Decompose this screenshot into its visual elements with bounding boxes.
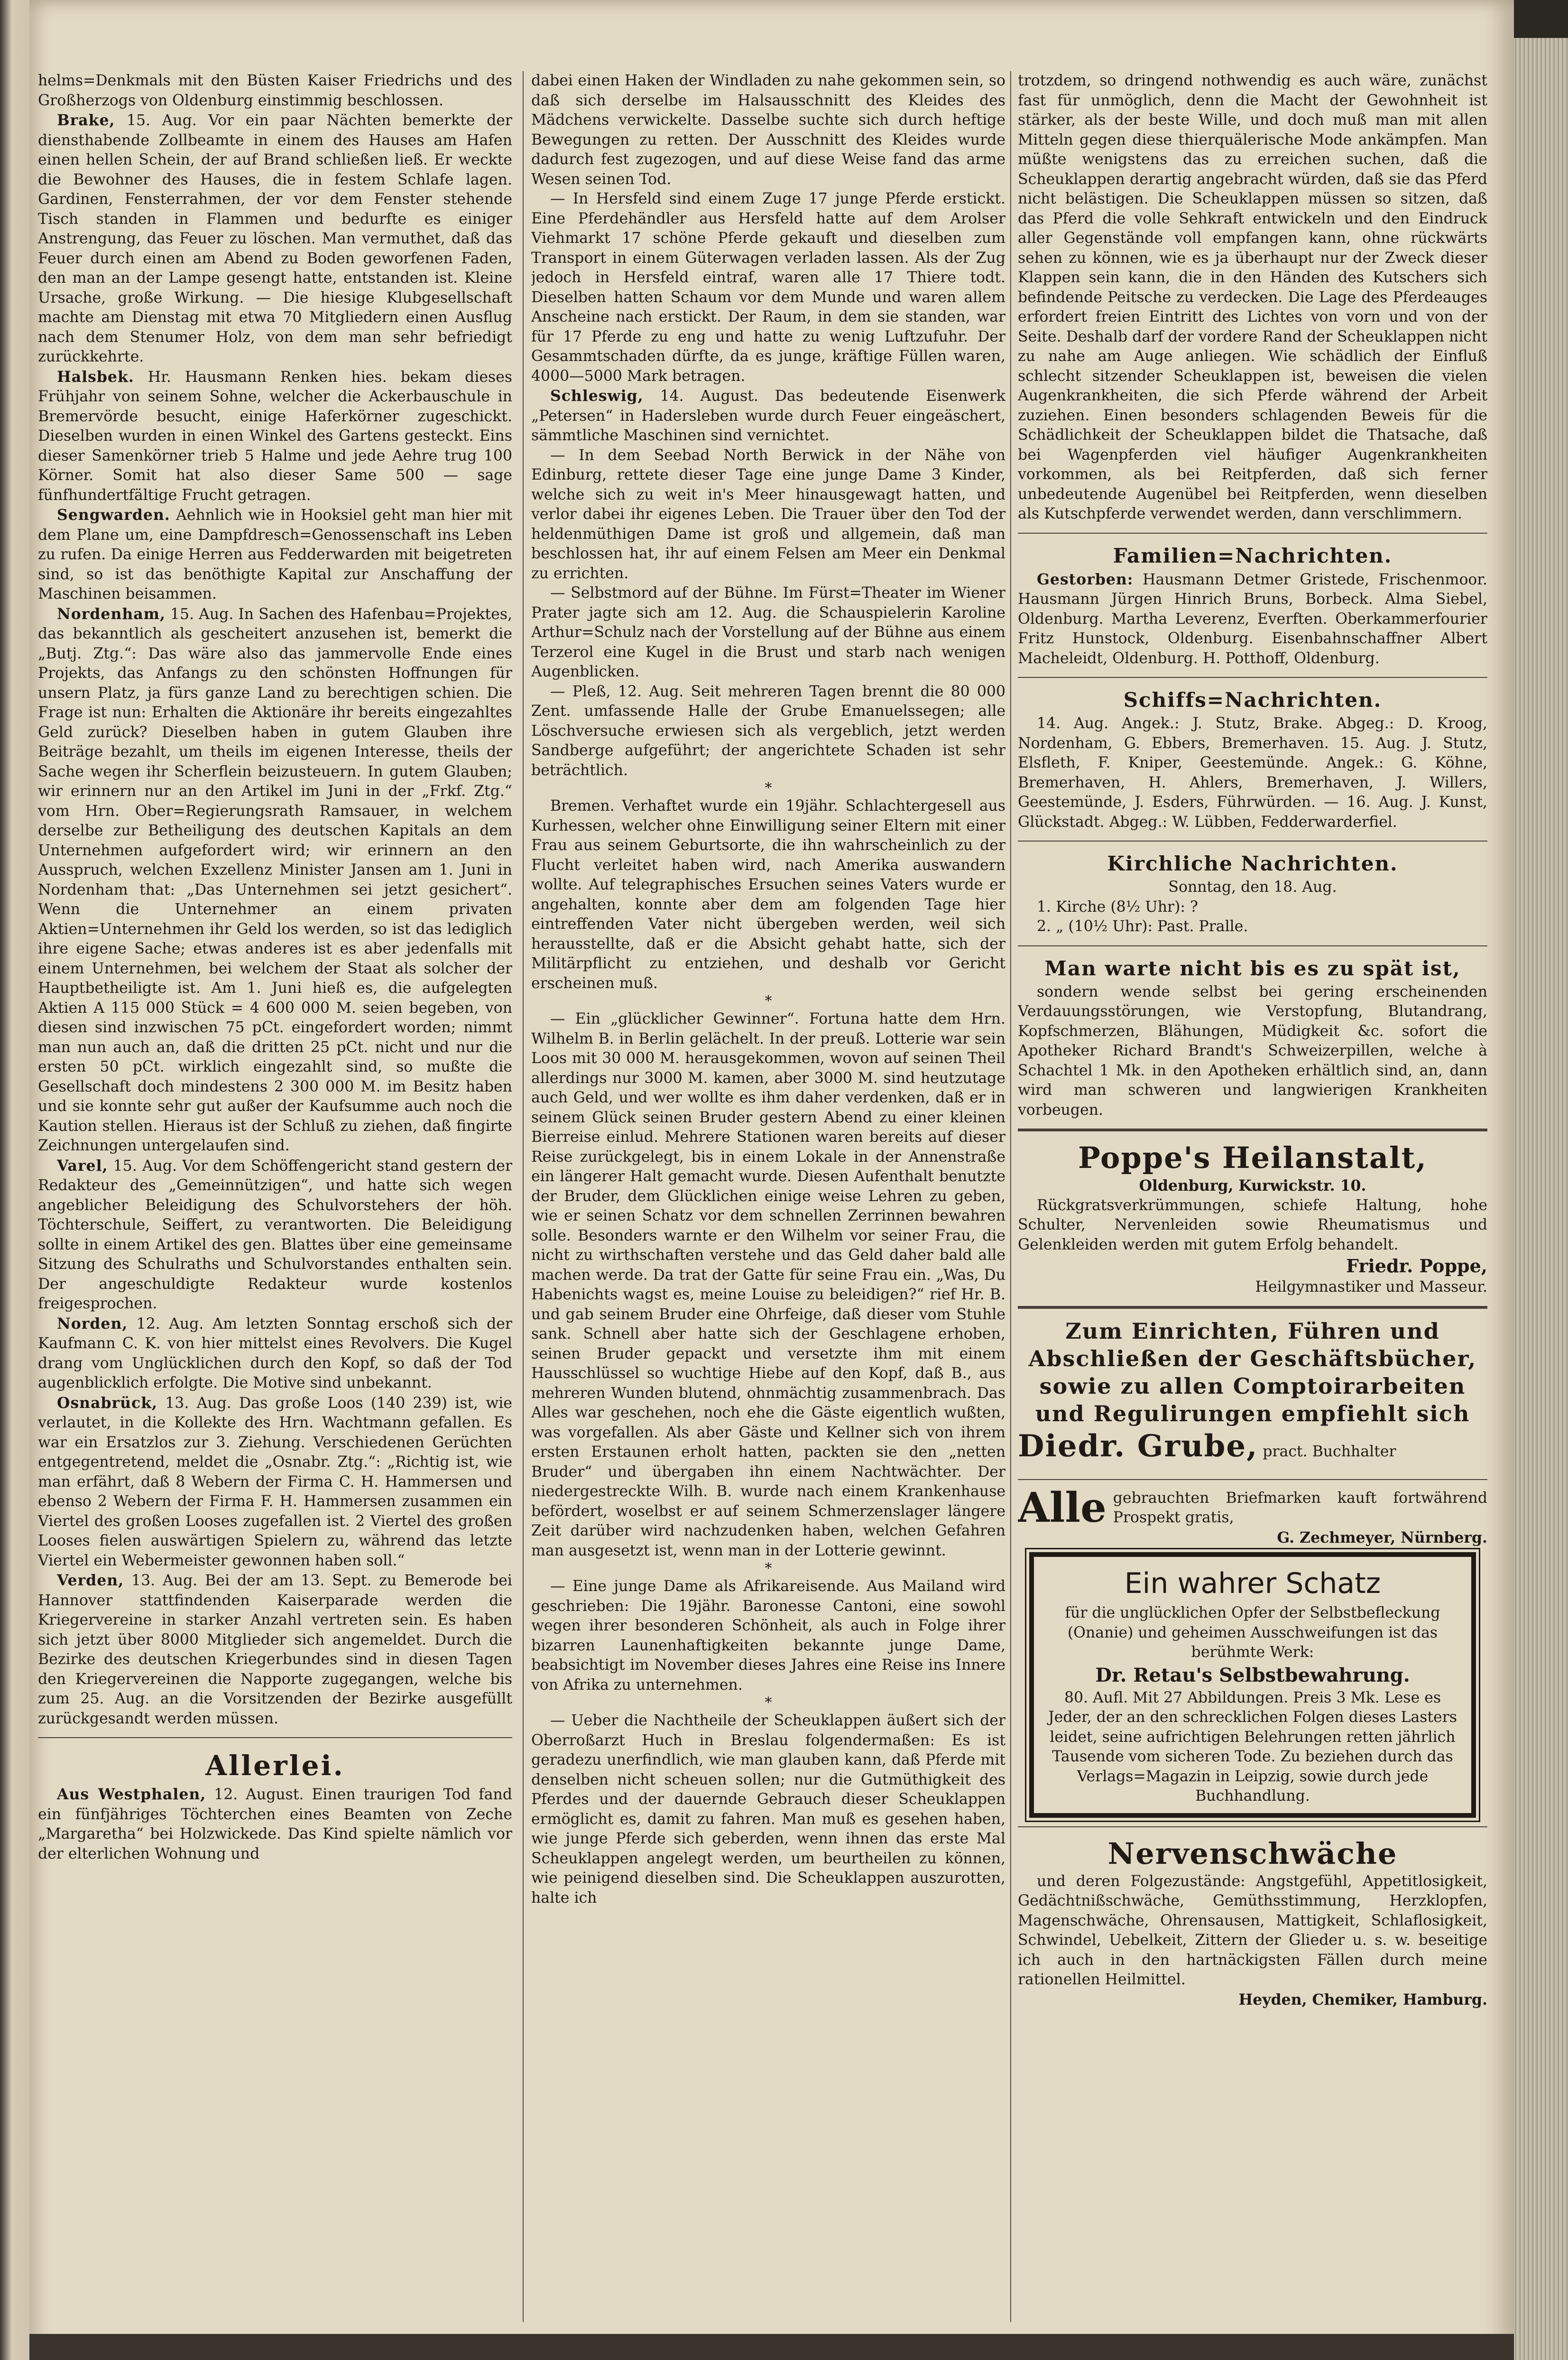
article-bremen: Bremen. Verhaftet wurde ein 19jähr. Schlachtergesell aus Kurhessen, welcher ohne Einwilligung seiner Eltern mit einer Frau aus seinem Geburtsorte, die ihn wahrscheinlich zu der Flucht verleitet haben wird, nach Amerika auswandern wollte. Auf telegraphisches Ersuchen seines Vaters wurde er angehalten, konnte aber dem am folgenden Tage hier eintreffenden Vater nicht übergeben werden, weil sich herausstellte, daß er die Absicht gehabt hatte, sich der Militärpflicht zu entziehen, und deshalb vor Gericht erscheinen muß.	[531, 797, 1005, 992]
ad-grube-name: Diedr. Grube,	[1018, 1428, 1258, 1464]
article-north-berwick: — In dem Seebad North Berwick in der Nähe von Edinburg, rettete dieser Tage eine junge Dame 3 Kinder, welche sich zu weit in's Meer hinausgewagt hatten, und verlor dabei ihr eigenes Leben. Die Trauer über den Tod der heldenmüthigen Dame ist groß und allgemein, daß man beschlossen hat, ihr auf einem Felsen am Meer ein Denkmal zu errichten.	[531, 446, 1005, 582]
dateline: Schleswig,	[550, 387, 644, 405]
dateline: Verden,	[57, 1572, 124, 1589]
section-divider	[1018, 841, 1487, 842]
ad-poppe-role: Heilgymnastiker und Masseur.	[1255, 1278, 1487, 1296]
ad-nerven-text: und deren Folgezustände: Angstgefühl, Appetitlosigkeit, Gedächtnißschwäche, Gemüthsstimmung, Herzklopfen, Magenschwäche, Ohrensausen, Mattigkeit, Schlaflosigkeit, Schwindel, Uebelkeit, Zittern der Glieder u. s. w. beseitige ich auch in den hartnäckigsten Fällen durch meine rationellen Heilmittel.	[1018, 1872, 1487, 1988]
ad-divider	[1018, 1306, 1487, 1309]
article-afrikareisende: — Eine junge Dame als Afrikareisende. Aus Mailand wird geschrieben: Die 19jähr. Baronesse Cantoni, eine sowohl wegen ihrer besonderen Schönheit, als auch in Folge ihrer bizarren Launenhaftigkeiten bekannte junge Dame, beabsichtigt im November dieses Jahres eine Reise ins Innere von Afrika zu unternehmen.	[531, 1578, 1005, 1694]
ad-alle-text: gebrauchten Briefmarken kauft fortwährend Prospekt gratis,	[1113, 1489, 1487, 1526]
ship-notices: 14. Aug. Angek.: J. Stutz, Brake. Abgeg.: D. Kroog, Nordenham, G. Ebbers, Bremerhaven. 15. Aug. J. Stutz, Elsfleth, F. Kniper, Geestemünde. Angek.: G. Köhne, Bremerhaven, H. Ahlers, Bremerhaven, J. Willers, Geestemünde, J. Esders, Führwürden. — 16. Aug. J. Kunst, Glückstadt. Abgeg.: W. Lübben, Fedderwarderfiel.	[1018, 715, 1487, 831]
column-3	[1018, 71, 1487, 2322]
church-date: Sonntag, den 18. Aug.	[1168, 879, 1337, 896]
section-title-schiffs: Schiffs=Nachrichten.	[1123, 688, 1382, 712]
ad-poppe-location: Oldenburg, Kurwickstr. 10.	[1139, 1177, 1366, 1194]
article-brake	[38, 111, 512, 367]
family-notices-text: Hausmann Detmer Gristede, Frischenmoor. Hausmann Jürgen Hinrich Bruns, Borbeck. Alma Siebel, Oldenburg. Martha Leverenz, Everften. Oberkammerfourier Fritz Hunstock, Oldenburg. Eisenbahnschaffner Albert Macheleidt, Oldenburg. H. Potthoff, Oldenburg.	[1018, 571, 1487, 667]
column-2	[531, 71, 1005, 2322]
previous-page-edge	[0, 0, 29, 2360]
ad-divider	[1018, 1826, 1487, 1827]
ad-poppe-text: Rückgratsverkrümmungen, schiefe Haltung, hohe Schulter, Nervenleiden sowie Rheumatismus und Gelenkleiden werden mit gutem Erfolg behandelt.	[1018, 1196, 1487, 1253]
article-scheuklappen-continuation: trotzdem, so dringend nothwendig es auch wäre, zunächst fast für unmöglich, denn die Macht der Gewohnheit ist stärker, als der beste Wille, und doch muß man mit allen Mitteln gegen diese thierquälerische Mode ankämpfen. Man müßte wenigstens das zu erreichen suchen, daß die Scheuklappen derartig angebracht würden, daß sie das Pferd nicht belästigen. Die Scheuklappen müssen so sitzen, daß das Pferd die volle Sehkraft entwickeln und den Eindruck aller Gegenstände voll empfangen kann, ohne rückwärts sehen zu können, wie es ja überhaupt nur der Zweck dieser Klappen sein kann, die in den Händen des Kutschers sich befindende Peitsche zu verdecken. Die Lage des Pferdeauges erfordert freien Eintritt des Lichtes von vorn und von der Seite. Deshalb darf der vordere Rand der Scheuklappen nicht zu nahe am Auge anliegen. Wie schädlich der Einfluß schlecht sitzender Scheuklappen ist, beweisen die vielen Augenkrankheiten, die sich Pferde während der Arbeit zuziehen. Einen besonders schlagenden Beweis für die Schädlichkeit der Scheuklappen bildet die Thatsache, daß bei Wagenpferden viel häufiger Augenkrankheiten vorkommen, als bei Reitpferden, daß sich ferner unbedeutende Augenübel bei Reitpferden, wenn dieselben als Kutschpferde verwendet werden, dann verschlimmern.	[1018, 72, 1487, 522]
article-nordenham	[38, 604, 512, 1156]
article-schleswig	[531, 386, 1005, 446]
separator-star: *	[765, 1560, 772, 1577]
column-rule	[1010, 71, 1011, 2322]
separator-star: *	[765, 993, 772, 1009]
dateline: Nordenham,	[57, 605, 166, 623]
ad-schatz-book-title: Dr. Retau's Selbstbewahrung.	[1095, 1664, 1410, 1686]
ad-grube-line-1: Zum Einrichten, Führen und	[1065, 1318, 1440, 1344]
section-title-familien: Familien=Nachrichten.	[1113, 544, 1393, 567]
ad-schatz-text-2: 80. Aufl. Mit 27 Abbildungen. Preis 3 Mk. Lese es Jeder, der an den schrecklichen Folgen dieses Lasters leidet, seine aufrichtigen Belehrungen retten jährlich Tausende vom sicheren Tode. Zu beziehen durch das Verlags=Magazin in Leipzig, sowie durch jede Buchhandlung.	[1048, 1689, 1457, 1805]
section-divider	[1018, 677, 1487, 678]
newspaper-page	[29, 0, 1514, 2360]
page-bottom-shadow	[29, 2334, 1514, 2360]
ad-alle-big-word: Alle	[1018, 1488, 1107, 1532]
church-service-2: 2. „ (10½ Uhr): Past. Pralle.	[1037, 918, 1248, 935]
article-text: 13. Aug. Bei der am 13. Sept. zu Bemerode bei Hannover stattfindenden Kaiserparade werden die Kriegervereine in starker Anzahl vertreten sein. Es haben sich jetzt über 8000 Mitglieder sich angemeldet. Durch die Bezirke des deutschen Kriegerbundes sind in diesen Tagen den Kriegervereinen die Napporte zugegangen, welche bis zum 25. Aug. an die Vorsitzenden der Bezirke ausgefüllt zurückgesandt werden müssen.	[38, 1572, 512, 1727]
section-title-allerlei: Allerlei.	[205, 1749, 345, 1782]
ad-nerven-headline: Nervenschwäche	[1107, 1836, 1398, 1871]
article-selbstmord: — Selbstmord auf der Bühne. Im Fürst=Theater im Wiener Prater jagte sich am 12. Aug. die Schauspielerin Karoline Arthur=Schulz nach der Vorstellung auf der Bühne aus einem Terzerol eine Kugel in die Brust und starb nach wenigen Augenblicken.	[531, 584, 1005, 680]
ad-schatz-headline: Ein wahrer Schatz	[1124, 1567, 1381, 1600]
dateline: Osnabrück,	[57, 1394, 157, 1412]
ad-schatz-text: für die unglücklichen Opfer der Selbstbefleckung (Onanie) und geheimen Ausschweifungen ist das berühmte Werk:	[1065, 1604, 1440, 1661]
article-westphalen	[38, 1785, 512, 1864]
ad-grube-line-2: Abschließen der Geschäftsbücher,	[1028, 1345, 1477, 1371]
dateline: Brake,	[57, 111, 115, 129]
section-divider	[1018, 945, 1487, 946]
family-notices	[1018, 570, 1487, 669]
dateline: Aus Westphalen,	[57, 1786, 206, 1803]
dateline: Norden,	[57, 1314, 128, 1333]
ad-schatz-box	[1029, 1552, 1476, 1818]
article-text: 13. Aug. Das große Loos (140 239) ist, wie verlautet, in die Kollekte des Hrn. Wachtmann gefallen. Es war ein Ersatzlos zur 3. Ziehung. Verschiedenen Gerüchten entgegentretend, meldet die „Osnabr. Ztg.“: „Richtig ist, wie man erfährt, daß 8 Webern der Firma C. H. Hammersen und ebenso 2 Webern der Firma F. H. Hammersen zusammen ein Viertel des großen Looses zugefallen ist. 2 Viertel des großen Looses fielen auswärtigen Spielern zu, während das letzte Viertel ein Webermeister gewonnen haben soll.“	[38, 1394, 512, 1569]
article-osnabrueck	[38, 1393, 512, 1571]
ad-poppe-title: Poppe's Heilanstalt,	[1078, 1140, 1427, 1175]
article-hersfeld: — In Hersfeld sind einem Zuge 17 junge Pferde erstickt. Eine Pferdehändler aus Hersfeld hatte auf dem Arolser Viehmarkt 17 schöne Pferde gekauft und dieselben zum Transport in einem Güterwagen verladen lassen. Als der Zug jedoch in Hersfeld eintraf, waren alle 17 Thiere todt. Dieselben hatten Schaum vor dem Munde und waren allem Anscheine nach erstickt. Der Raum, in dem sie standen, war für 17 Pferde zu eng und hatte zu wenig Luftzufuhr. Der Gesammtschaden dürfte, da es junge, kräftige Füllen waren, 4000—5000 Mark betragen.	[531, 190, 1005, 385]
column-1	[38, 71, 512, 2322]
section-divider	[38, 1737, 512, 1738]
label-gestorben: Gestorben:	[1037, 570, 1134, 588]
article-text: Hr. Hausmann Renken hies. bekam dieses Frühjahr von seinem Sohne, welcher die Ackerbauschule in Bremervörde besucht, einige Haferkörner zugeschickt. Dieselben wurden in einen Winkel des Gartens gesteckt. Eins dieser Samenkörner trieb 5 Halme und jede Aehre trug 100 Körner. Somit hat also dieser Same 500 — sage fünfhundertfältige Frucht getragen.	[38, 368, 512, 504]
ad-grube-line-3: sowie zu allen Comptoirarbeiten	[1039, 1373, 1466, 1399]
column-rule	[523, 71, 524, 2322]
page-edges	[1514, 38, 1568, 2360]
article-scheuklappen: — Ueber die Nachtheile der Scheuklappen äußert sich der Oberroßarzt Huch in Breslau folgendermaßen: Es ist geradezu unerfindlich, wie man glauben kann, daß Pferde mit denselben nicht scheuen sollen; nur die Gutmüthigkeit des Pferdes und der dauernde Gebrauch dieser Scheuklappen ermöglicht es, damit zu fahren. Man muß es gesehen haben, wie junge Pferde sich geberden, wenn ihnen das erste Mal Scheuklappen angelegt werden, um beurtheilen zu können, wie peinigend dieselben sind. Die Scheuklappen auszurotten, halte ich	[531, 1712, 1005, 1907]
article-continuation: dabei einen Haken der Windladen zu nahe gekommen sein, so daß sich derselbe im Halsausschnitt des Kleides des Mädchens verwickelte. Dasselbe suchte sich durch heftige Bewegungen zu retten. Der Ausschnitt des Kleides wurde dadurch fest zugezogen, und auf diese Weise fand das arme Wesen seinen Tod.	[531, 72, 1005, 188]
separator-star: *	[765, 780, 772, 796]
church-service-1: 1. Kirche (8½ Uhr): ?	[1037, 898, 1198, 916]
dateline: Varel,	[57, 1157, 108, 1175]
dateline: Sengwarden.	[57, 506, 170, 524]
article-pless: — Pleß, 12. Aug. Seit mehreren Tagen brennt die 80 000 Zent. umfassende Halle der Grube Emanuelssegen; alle Löschversuche erwiesen sich als vergeblich, jetzt werden Sandberge aufgeführt; der angerichtete Schaden ist sehr beträchtlich.	[531, 683, 1005, 779]
article-varel	[38, 1156, 512, 1314]
article-text: 12. Aug. Am letzten Sonntag erschoß sich der Kaufmann C. K. von hier mittelst eines Revolvers. Die Kugel drang vom Unglücklichen durch den Kopf, so daß der Tod augenblicklich erfolgte. Die Motive sind unbekannt.	[38, 1315, 512, 1391]
article-sengwarden	[38, 505, 512, 604]
dateline: Halsbek.	[57, 368, 134, 386]
article-oldenburg-denkmal: helms=Denkmals mit den Büsten Kaiser Friedrichs und des Großherzogs von Oldenburg einstimmig beschlossen.	[38, 72, 512, 109]
article-text: Aehnlich wie in Hooksiel geht man hier mit dem Plane um, eine Dampfdresch=Genossenschaft ins Leben zu rufen. Da einige Herren aus Fedderwarden mit beigetreten sind, so ist das benöthigte Kapital zur Anschaffung der Maschinen beisammen.	[38, 507, 512, 602]
ad-warn-text: sondern wende selbst bei gering erscheinenden Verdauungsstörungen, wie Verstopfung, Blutandrang, Kopfschmerzen, Blähungen, Müdigkeit &c. sofort die Apotheker Richard Brandt's Schweizerpillen, welche à Schachtel 1 Mk. in den Apotheken erhältlich sind, an, dann wird man schweren und langwierigen Krankheiten vorbeugen.	[1018, 983, 1487, 1119]
section-divider	[1018, 533, 1487, 534]
ad-nerven-signature: Heyden, Chemiker, Hamburg.	[1238, 1990, 1487, 2008]
ad-divider	[1018, 1479, 1487, 1480]
article-halsbek	[38, 367, 512, 506]
ad-grube-line-4: und Regulirungen empfiehlt sich	[1035, 1400, 1470, 1426]
separator-star: *	[765, 1694, 772, 1711]
article-text: 15. Aug. In Sachen des Hafenbau=Projektes, das bekanntlich als gescheitert anzusehen ist, bemerkt die „Butj. Ztg.“: Das wäre also das jammervolle Ende eines Projekts, das Anfangs zu den schönsten Hoffnungen für unsern Platz, ja fürs ganze Land zu berechtigen schien. Die Frage ist nun: Erhalten die Aktionäre ihr bereits eingezahltes Geld zurück? Dieselben haben in gutem Glauben ihre Beiträge bezahlt, um theils im eigenen Interesse, theils der Sache wegen ihr Scherflein beizusteuern. In gutem Glauben; wir erinnern nur an den Artikel im Juni in der „Frkf. Ztg.“ vom Hrn. Ober=Regierungsrath Ramsauer, in welchem derselbe zur Betheiligung des deutschen Kapitals an dem Unternehmen aufgefordert wird; wir erinnern an den Ausspruch, welchen Exzellenz Minister Jansen am 1. Juni in Nordenham that: „Das Unternehmen sei jetzt gesichert“. Wenn die Unternehmer an einem privaten Aktien=Unternehmen ihr Geld los werden, so ist das lediglich ihre eigene Sache; etwas anderes ist es aber jedenfalls mit einem Unternehmen, bei welchem der Staat als solcher der Hauptbetheiligte ist. Am 1. Juni hieß es, die aufgelegten Aktien A 115 000 Stück = 4 600 000 M. seien begeben, von diesen sind inzwischen 75 pCt. eingefordert worden; nimmt man nun auch an, daß die dritten 25 pCt. nicht und nur die ersten 50 pCt. wirklich eingezahlt sind, so mußte die Gesellschaft doch mindestens 2 300 000 M. im Besitz haben und sie konnte sehr gut außer der Kaufsumme auch noch die Kaution stellen. Hieraus ist der Schluß zu ziehen, daß fingirte Zeichnungen untergelaufen sind.	[38, 605, 512, 1154]
article-verden	[38, 1571, 512, 1729]
ad-poppe-signature: Friedr. Poppe,	[1346, 1255, 1487, 1277]
section-title-kirchliche: Kirchliche Nachrichten.	[1107, 852, 1398, 875]
article-text: 12. August. Einen traurigen Tod fand ein fünfjähriges Töchterchen eines Beamten von Zeche „Margaretha“ bei Holzwickede. Das Kind spielte nämlich vor der elterlichen Wohnung und	[38, 1786, 512, 1862]
article-norden	[38, 1314, 512, 1393]
ad-alle-signature: G. Zechmeyer, Nürnberg.	[1277, 1528, 1487, 1546]
ad-divider	[1018, 1129, 1487, 1131]
article-text: 14. August. Das bedeutende Eisenwerk „Petersen“ in Hadersleben wurde durch Feuer eingeäschert, sämmtliche Maschinen sind vernichtet.	[531, 388, 1005, 444]
ad-grube-role: pract. Buchhalter	[1263, 1443, 1396, 1460]
ad-warn-headline: Man warte nicht bis es zu spät ist,	[1044, 956, 1461, 980]
ad-grube-signature	[1018, 1427, 1487, 1471]
article-gewinner: — Ein „glücklicher Gewinner“. Fortuna hatte dem Hrn. Wilhelm B. in Berlin gelächelt. In der preuß. Lotterie war sein Loos mit 30 000 M. herausgekommen, wovon auf seinen Theil allerdings nur 3000 M. kamen, aber 3000 M. sind heutzutage auch Geld, und wer wollte es ihm daher verdenken, daß er in seinem Glück seinen Bruder gestern Abend zu einer kleinen Bierreise einlud. Mehrere Stationen waren bereits auf dieser Reise zurückgelegt, bis in einem Lokale in der Annenstraße ein längerer Halt gemacht wurde. Diesen Aufenthalt benutzte der Bruder, dem Glücklichen einige weise Lehren zu geben, wie er seinen Schatz vor dem schnellen Zerrinnen bewahren solle. Besonders warnte er den Wilhelm vor seiner Frau, die nicht zu wirthschaften verstehe und das Geld daher bald alle machen werde. Da trat der Gatte für seine Frau ein. „Was, Du Habenichts wagst es, meine Louise zu beleidigen?“ rief Hr. B. und gab seinem Bruder eine Ohrfeige, daß dieser vom Stuhle sank. Schnell aber hatte sich der Geschlagene erhoben, seinen Bruder gepackt und versetzte ihm mit einem Hausschlüssel so wuchtige Hiebe auf den Kopf, daß B., aus mehreren Wunden blutend, ohnmächtig zusammenbrach. Das Alles war geschehen, noch ehe die Gäste eigentlich wußten, was vorgefallen. Als aber Gäste und Kellner sich von ihrem ersten Erstaunen erholt hatten, packten sie den „netten Bruder“ und übergaben ihn einem Nachtwächter. Der niedergestreckte Wilh. B. wurde nach einem Krankenhause befördert, woselbst er auf seinem Schmerzenslager längere Zeit darüber wird nachzudenken haben, welchen Gefahren man ausgesetzt ist, wenn man in der Lotterie gewinnt.	[531, 1010, 1005, 1559]
article-text: 15. Aug. Vor ein paar Nächten bemerkte der diensthabende Zollbeamte in einem des Hauses am Hafen einen hellen Schein, der auf Brand schließen ließ. Er weckte die Bewohner des Hauses, die in festem Schlafe lagen. Gardinen, Fensterrahmen, der vor dem Fenster stehende Tisch standen in Flammen und bedurfte es einiger Anstrengung, das Feuer zu löschen. Man vermuthet, daß das Feuer durch einen am Abend zu Boden geworfenen Faden, den man an der Lampe gesengt hatte, entstanden ist. Kleine Ursache, große Wirkung. — Die hiesige Klubgesellschaft machte am Dienstag mit etwa 70 Mitgliedern einen Ausflug nach dem Stenumer Holz, von dem man sehr befriedigt zurückkehrte.	[38, 112, 512, 365]
ad-alle	[1018, 1489, 1487, 1548]
article-text: 15. Aug. Vor dem Schöffengericht stand gestern der Redakteur des „Gemeinnützigen“, und hatte sich wegen angeblicher Beleidigung des Schulvorstehers der höh. Töchterschule, Seiffert, zu verantworten. Die Beleidigung sollte in einem Artikel des gen. Blattes über eine gemeinsame Sitzung des Schulraths und Schulvorstandes enthalten sein. Der angeschuldigte Redakteur wurde kostenlos freigesprochen.	[38, 1157, 512, 1312]
